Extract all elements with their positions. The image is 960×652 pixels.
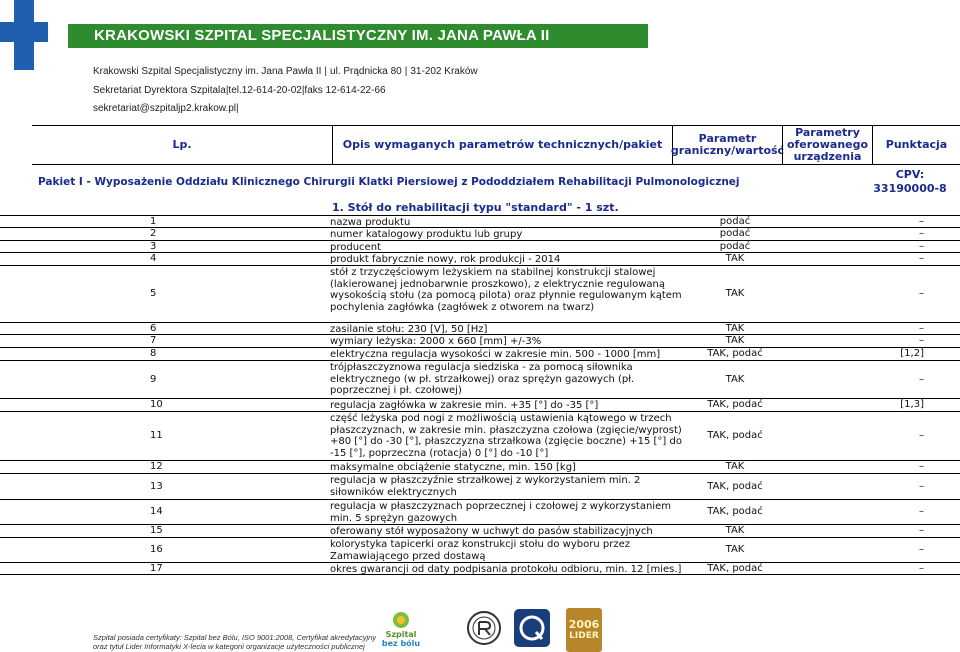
row-number: 15: [150, 525, 163, 537]
row-score: [1,3]: [900, 399, 924, 411]
header-col-desc: Opis wymaganych parametrów technicznych/pakiet: [332, 126, 672, 164]
table-row: [0, 227, 960, 240]
row-number: 9: [150, 373, 157, 385]
row-score: –: [919, 228, 924, 240]
table-row: [0, 537, 960, 562]
table-row: [0, 499, 960, 524]
footer-line-1: Szpital posiada certyfikaty: Szpital bez Bólu, ISO 9001:2008, Certyfikat akredytacyjny: [93, 633, 377, 642]
row-number: 17: [150, 563, 163, 575]
row-parameter: TAK, podać: [707, 563, 763, 575]
table-row: [0, 265, 960, 322]
row-description: regulacja zagłówka w zakresie min. +35 [°] do -35 [°]: [330, 400, 599, 411]
badge-szpital-label: Szpital: [385, 630, 417, 639]
header-col-score: Punktacja: [872, 126, 960, 164]
badge-bez-bolu-label: bez bólu: [381, 639, 421, 648]
row-score: –: [919, 240, 924, 252]
szpital-bez-bolu-badge: [380, 608, 422, 650]
table-row: [0, 215, 960, 227]
table-row: [0, 322, 960, 334]
row-score: –: [919, 544, 924, 556]
table-row: [0, 347, 960, 360]
row-score: –: [919, 373, 924, 385]
row-description: stół z trzyczęściowym leżyskiem na stabilnej konstrukcji stalowej (lakierowanej jednobarwnie proszkowo), z elektrycznie regulowaną wysokością stołu (za pomocą pilota) oraz płynnie regulowanym kątem pochylenia zagłówka (zagłówek z otworem na twarz): [330, 267, 682, 313]
row-description: zasilanie stołu: 230 [V], 50 [Hz]: [330, 324, 488, 335]
row-score: –: [919, 563, 924, 575]
cpv-block: [860, 168, 960, 196]
table-row: [0, 334, 960, 347]
lider-informatyki-badge: [566, 608, 602, 652]
row-description: nazwa produktu: [330, 217, 411, 228]
header-col-offered: Parametry oferowanego urządzenia: [782, 126, 872, 164]
row-score: –: [919, 461, 924, 473]
row-parameter: TAK, podać: [707, 506, 763, 518]
footer-line-2: oraz tytuł Lider Informatyki X-lecia w kategorii organizacje użyteczności publicznej: [93, 642, 365, 651]
row-description: część leżyska pod nogi z możliwością ustawienia kątowego w trzech płaszczyznach, w zakresie min. płaszczyzna czołowa (zgięcie/wyprost) +80 [°] do -30 [°], płaszczyzna strzałkowa (zgięcie boczne) +15 [°] do -15 [°], poprzeczna (rotacja) 0 [°] do -10 [°]: [330, 413, 682, 459]
row-number: 13: [150, 480, 163, 492]
row-score: –: [919, 253, 924, 265]
row-description: numer katalogowy produktu lub grupy: [330, 229, 523, 240]
address-name: Krakowski Szpital Specjalistyczny im. Jana Pawła II: [93, 66, 322, 77]
row-parameter: TAK: [725, 373, 745, 385]
quality-seal-badge: [466, 608, 502, 648]
badge-lider-label: LIDER: [569, 631, 599, 641]
hospital-name-banner: KRAKOWSKI SZPITAL SPECJALISTYCZNY IM. JANA PAWŁA II: [68, 24, 648, 48]
quality-seal-icon: [466, 608, 502, 648]
hospital-cross-logo: [0, 0, 48, 70]
row-parameter: TAK: [725, 322, 745, 334]
address-line: Krakowski Szpital Specjalistyczny im. Jana Pawła II | ul. Prądnicka 80 | 31-202 Kraków: [93, 66, 478, 77]
cpv-label: CPV:: [895, 168, 925, 181]
row-parameter: TAK: [725, 288, 745, 300]
row-number: 2: [150, 228, 157, 240]
row-parameter: TAK: [725, 461, 745, 473]
header-col-param: Parametr graniczny/wartość: [672, 126, 782, 164]
iso-certificate-icon: [513, 608, 551, 648]
row-score: –: [919, 215, 924, 227]
row-parameter: TAK: [725, 525, 745, 537]
row-score: –: [919, 322, 924, 334]
row-description: regulacja w płaszczyźnie strzałkowej z wykorzystaniem min. 2 siłowników elektrycznych: [330, 475, 641, 498]
table-row: [0, 562, 960, 575]
row-parameter: podać: [719, 215, 751, 227]
row-parameter: TAK, podać: [707, 430, 763, 442]
table-row: [0, 398, 960, 411]
row-number: 10: [150, 399, 163, 411]
table-row: [0, 240, 960, 252]
table-row: [0, 460, 960, 473]
row-score: –: [919, 288, 924, 300]
phone-line: Sekretariat Dyrektora Szpitala|tel.12-614-20-02|faks 12-614-22-66: [93, 85, 386, 96]
email-line: sekretariat@szpitaljp2.krakow.pl|: [93, 103, 239, 114]
row-description: produkt fabrycznie nowy, rok produkcji - 2014: [330, 254, 561, 265]
row-description: okres gwarancji od daty podpisania protokołu odbioru, min. 12 [mies.]: [330, 564, 682, 575]
table-row: [0, 360, 960, 398]
table-row: [0, 473, 960, 499]
address-city: 31-202 Kraków: [410, 66, 478, 77]
cpv-code: 33190000-8: [873, 182, 947, 195]
row-number: 16: [150, 544, 163, 556]
table-row: [0, 411, 960, 460]
row-description: regulacja w płaszczyznach poprzecznej i czołowej z wykorzystaniem min. 5 sprężyn gazowych: [330, 501, 671, 524]
footer-certificates: [93, 633, 376, 651]
row-description: oferowany stół wyposażony w uchwyt do pasów stabilizacyjnych: [330, 526, 653, 537]
row-score: –: [919, 525, 924, 537]
table-row: [0, 252, 960, 265]
row-description: producent: [330, 242, 381, 253]
row-number: 7: [150, 335, 157, 347]
row-parameter: TAK, podać: [707, 480, 763, 492]
row-score: –: [919, 480, 924, 492]
row-description: kolorystyka tapicerki oraz konstrukcji stołu do wyboru przez Zamawiającego przed dostawą: [330, 539, 630, 562]
header-col-no: Lp.: [172, 138, 192, 151]
row-score: –: [919, 430, 924, 442]
row-description: maksymalne obciążenie statyczne, min. 150 [kg]: [330, 462, 576, 473]
row-score: [1,2]: [900, 348, 924, 360]
row-description: wymiary leżyska: 2000 x 660 [mm] +/-3%: [330, 336, 542, 347]
row-parameter: TAK: [725, 335, 745, 347]
iso-certificate-badge: [513, 608, 551, 648]
pakiet-title: Pakiet I - Wyposażenie Oddziału Klinicznego Chirurgii Klatki Piersiowej z Pododdziałem Rehabilitacji Pulmonologicznej: [38, 176, 740, 188]
table-row: [0, 524, 960, 537]
row-parameter: podać: [719, 240, 751, 252]
row-number: 8: [150, 348, 157, 360]
table-header: [32, 125, 960, 165]
row-parameter: TAK, podać: [707, 399, 763, 411]
row-number: 6: [150, 322, 157, 334]
row-number: 11: [150, 430, 163, 442]
row-parameter: TAK: [725, 544, 745, 556]
row-parameter: TAK: [725, 253, 745, 265]
row-score: –: [919, 506, 924, 518]
section-title: 1. Stół do rehabilitacji typu "standard" - 1 szt.: [332, 201, 619, 214]
address-street: ul. Prądnicka 80: [330, 66, 402, 77]
row-number: 12: [150, 461, 163, 473]
row-number: 3: [150, 240, 157, 252]
row-number: 14: [150, 506, 163, 518]
row-number: 1: [150, 215, 157, 227]
row-parameter: TAK, podać: [707, 348, 763, 360]
row-description: elektryczna regulacja wysokości w zakresie min. 500 - 1000 [mm]: [330, 349, 661, 360]
row-description: trójpłaszczyznowa regulacja siedziska - za pomocą siłownika elektrycznego (w pł. strzałkowej) oraz sprężyn gazowych (pł. poprzecznej i pł. czołowej): [330, 362, 635, 396]
row-score: –: [919, 335, 924, 347]
row-parameter: podać: [719, 228, 751, 240]
row-number: 4: [150, 253, 157, 265]
row-number: 5: [150, 288, 157, 300]
badge-lider-year: 2006: [568, 618, 600, 631]
